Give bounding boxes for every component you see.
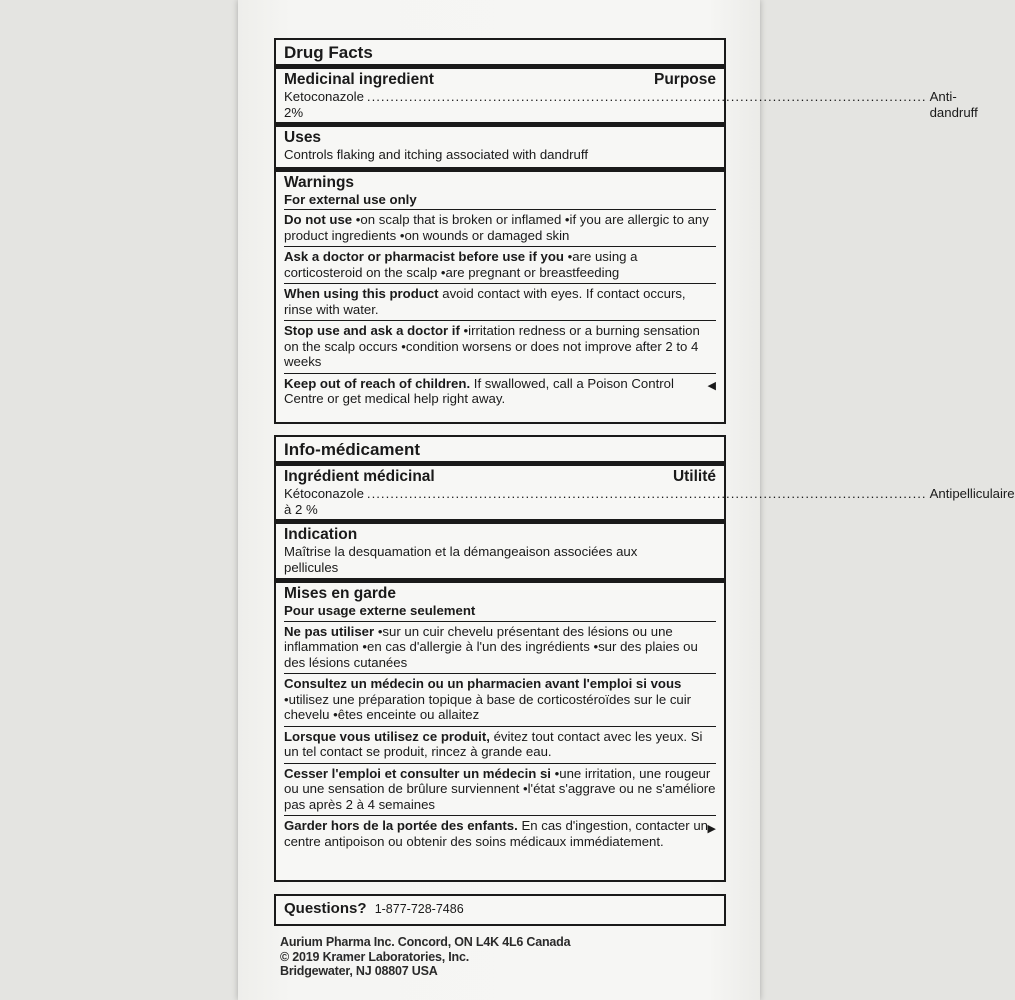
ingredient-name-fr: Kétoconazole à 2 % bbox=[284, 486, 364, 517]
warnings-section-fr bbox=[276, 583, 724, 621]
uses-text-fr: Maîtrise la desquamation et la démangeaison associées aux pellicules bbox=[284, 544, 638, 575]
warnings-header-fr: Mises en garde bbox=[284, 585, 396, 602]
uses-header-fr: Indication bbox=[284, 526, 358, 543]
uses-section bbox=[276, 127, 724, 167]
stop-text: •irritation redness or a burning sensation on the scalp occurs •condition worsens or does not improve after 2 to 4 weeks bbox=[284, 323, 700, 369]
ask-head: Ask a doctor or pharmacist before use if you bbox=[284, 249, 564, 264]
questions-box bbox=[274, 894, 726, 926]
keep-head-fr: Garder hors de la portée des enfants. bbox=[284, 818, 518, 833]
uses-text: Controls flaking and itching associated with dandruff bbox=[284, 147, 588, 162]
do-not-use-warning bbox=[276, 210, 724, 246]
when-text: avoid contact with eyes. If contact occurs, rinse with water. bbox=[284, 286, 686, 317]
do-not-use-text: •on scalp that is broken or inflamed •if you are allergic to any product ingredients •on wounds or damaged skin bbox=[284, 212, 709, 243]
ask-head-fr: Consultez un médecin ou un pharmacien avant l'emploi si vous bbox=[284, 676, 682, 691]
when-text-fr: évitez tout contact avec les yeux. Si un tel contact se produit, rincez à grande eau. bbox=[284, 728, 703, 759]
drug-facts-title: Drug Facts bbox=[284, 43, 373, 62]
external-use-text: For external use only bbox=[284, 191, 417, 207]
questions-label: Questions? bbox=[284, 900, 367, 917]
keep-text-fr: En cas d'ingestion, contacter un centre antipoison ou obtenir des soins médicaux immédiatement. bbox=[284, 818, 708, 849]
dot-leader: ........................................................................................................................ bbox=[366, 486, 927, 501]
ingredient-section bbox=[276, 69, 978, 122]
manufacturer-info bbox=[280, 935, 570, 979]
drug-facts-panel-en bbox=[274, 38, 978, 424]
stop-text-fr: •une irritation, une rougeur ou une sensation de brûlure surviennent •l'état s'aggrave ou ne s'améliore pas après 2 à 4 semaines bbox=[284, 765, 716, 812]
keep-head: Keep out of reach of children. bbox=[284, 375, 471, 391]
warnings-section bbox=[276, 172, 724, 210]
ingredient-header-fr: Ingrédient médicinal bbox=[284, 468, 435, 485]
stop-head-fr: Cesser l'emploi et consulter un médecin si bbox=[284, 765, 551, 781]
when-head-fr: Lorsque vous utilisez ce produit, bbox=[284, 728, 490, 744]
drug-facts-panel-fr bbox=[274, 435, 1015, 882]
do-not-use-text-fr: •sur un cuir chevelu présentant des lésions ou une inflammation •en cas d'allergie à l'un des ingrédients •sur des plaies ou des lésions cutanées bbox=[284, 623, 698, 670]
purpose-header-fr: Utilité bbox=[672, 468, 716, 485]
do-not-use-head: Do not use bbox=[284, 212, 353, 227]
uses-section-fr bbox=[276, 524, 724, 578]
stop-use-warning bbox=[276, 321, 724, 373]
info-medicament-title: Info-médicament bbox=[284, 440, 421, 459]
keep-out-warning bbox=[276, 374, 724, 410]
ask-text: •are using a corticosteroid on the scalp •are pregnant or breastfeeding bbox=[284, 249, 638, 280]
dot-leader: ........................................................................................................................ bbox=[366, 89, 927, 104]
ingredient-purpose: Anti-dandruff bbox=[929, 89, 978, 120]
footer-line-1: Aurium Pharma Inc. Concord, ON L4K 4L6 Canada bbox=[280, 935, 571, 949]
arrow-right-icon: ▶ bbox=[707, 822, 716, 835]
stop-head: Stop use and ask a doctor if bbox=[284, 323, 460, 338]
when-using-warning-fr bbox=[276, 727, 724, 763]
keep-out-warning-fr bbox=[276, 816, 724, 852]
ingredient-purpose-fr: Antipelliculaire bbox=[929, 486, 1015, 501]
ask-text-fr: •utilisez une préparation topique à base de corticostéroïdes sur le cuir chevelu •êtes enceinte ou allaitez bbox=[284, 691, 692, 722]
uses-header: Uses bbox=[284, 129, 322, 146]
purpose-header: Purpose bbox=[653, 71, 716, 88]
ingredient-section-fr bbox=[276, 466, 1015, 519]
footer-line-2: © 2019 Kramer Laboratories, Inc. bbox=[280, 949, 470, 964]
when-using-warning bbox=[276, 284, 724, 320]
ingredient-name: Ketoconazole 2% bbox=[284, 89, 364, 120]
ingredient-header: Medicinal ingredient bbox=[284, 71, 434, 88]
do-not-use-head-fr: Ne pas utiliser bbox=[284, 623, 375, 639]
ask-doctor-warning bbox=[276, 247, 724, 283]
footer-line-3: Bridgewater, NJ 08807 USA bbox=[280, 964, 438, 978]
ask-doctor-warning-fr bbox=[276, 674, 724, 726]
warnings-header: Warnings bbox=[284, 173, 355, 191]
keep-text: If swallowed, call a Poison Control Centre or get medical help right away. bbox=[284, 375, 674, 406]
arrow-left-icon: ◀ bbox=[707, 379, 716, 392]
questions-phone: 1-877-728-7486 bbox=[374, 902, 464, 916]
do-not-use-warning-fr bbox=[276, 622, 724, 674]
external-use-text-fr: Pour usage externe seulement bbox=[284, 603, 476, 618]
stop-use-warning-fr bbox=[276, 764, 724, 816]
when-head: When using this product bbox=[284, 286, 439, 301]
